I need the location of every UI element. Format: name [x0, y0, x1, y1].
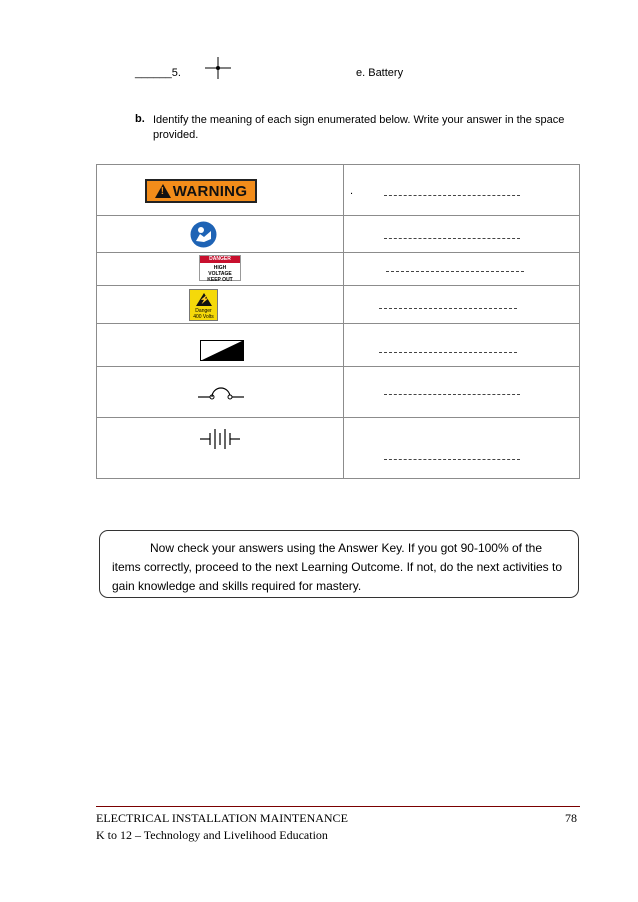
answer-cell: [344, 216, 580, 253]
answer-cell: [344, 418, 580, 479]
footer-divider: [96, 806, 580, 807]
answer-blank-3[interactable]: [386, 271, 524, 272]
danger-electric-sign-icon: ⚡ Danger 400 Volts: [189, 289, 218, 321]
sign-row-2: [97, 216, 580, 253]
answer-key-note: [99, 530, 579, 598]
sign-cell: [97, 253, 344, 286]
answer-blank-2[interactable]: [384, 238, 520, 239]
item-5-number: ______5.: [135, 67, 181, 79]
sign-row-6: [97, 367, 580, 418]
sign-cell: [97, 165, 344, 216]
note-text: Now check your answers using the Answer Key. If you got 90-100% of the items correctly, proceed to the next Learning Outcome. If not, do the next activities to gain knowledge and skills required for mastery.: [112, 541, 563, 593]
footer-program: K to 12 – Technology and Livelihood Education: [96, 828, 328, 842]
signs-table: [96, 164, 580, 479]
answer-blank-1[interactable]: [384, 195, 520, 196]
answer-blank-6[interactable]: [384, 394, 520, 395]
sign-row-7: [97, 418, 580, 479]
warning-sign-icon: ! WARNING: [145, 179, 257, 203]
answer-cell: [344, 165, 580, 216]
answer-cell: [344, 253, 580, 286]
answer-cell: [344, 324, 580, 367]
answer-blank-7[interactable]: [384, 459, 520, 460]
sign-row-3: [97, 253, 580, 286]
sign-row-4: [97, 286, 580, 324]
row-marker: .: [350, 185, 354, 197]
sign-cell: [97, 216, 344, 253]
footer-subject: ELECTRICAL INSTALLATION MAINTENANCE: [96, 811, 348, 825]
answer-blank-4[interactable]: [379, 308, 517, 309]
danger-high-voltage-sign-icon: DANGER HIGH VOLTAGE KEEP OUT: [199, 255, 241, 281]
sign-row-1: [97, 165, 580, 216]
sign-cell: [97, 286, 344, 324]
page-number: 78: [565, 811, 577, 825]
sign-cell: [97, 367, 344, 418]
variable-symbol-icon: [200, 340, 244, 361]
answer-blank-5[interactable]: [379, 352, 517, 353]
battery-symbol-icon: [200, 428, 240, 450]
answer-cell: [344, 286, 580, 324]
instruction-text: Identify the meaning of each sign enumerated below. Write your answer in the space provided.: [153, 114, 565, 141]
option-e-battery: e. Battery: [356, 67, 404, 79]
fuse-symbol-icon: [198, 385, 244, 401]
sign-cell: [97, 324, 344, 367]
sign-cell: [97, 418, 344, 479]
sign-row-5: [97, 324, 580, 367]
read-manual-sign-icon: [190, 221, 217, 248]
crossing-wires-icon: [205, 57, 231, 79]
instruction-letter: b.: [135, 113, 145, 125]
answer-cell: [344, 367, 580, 418]
